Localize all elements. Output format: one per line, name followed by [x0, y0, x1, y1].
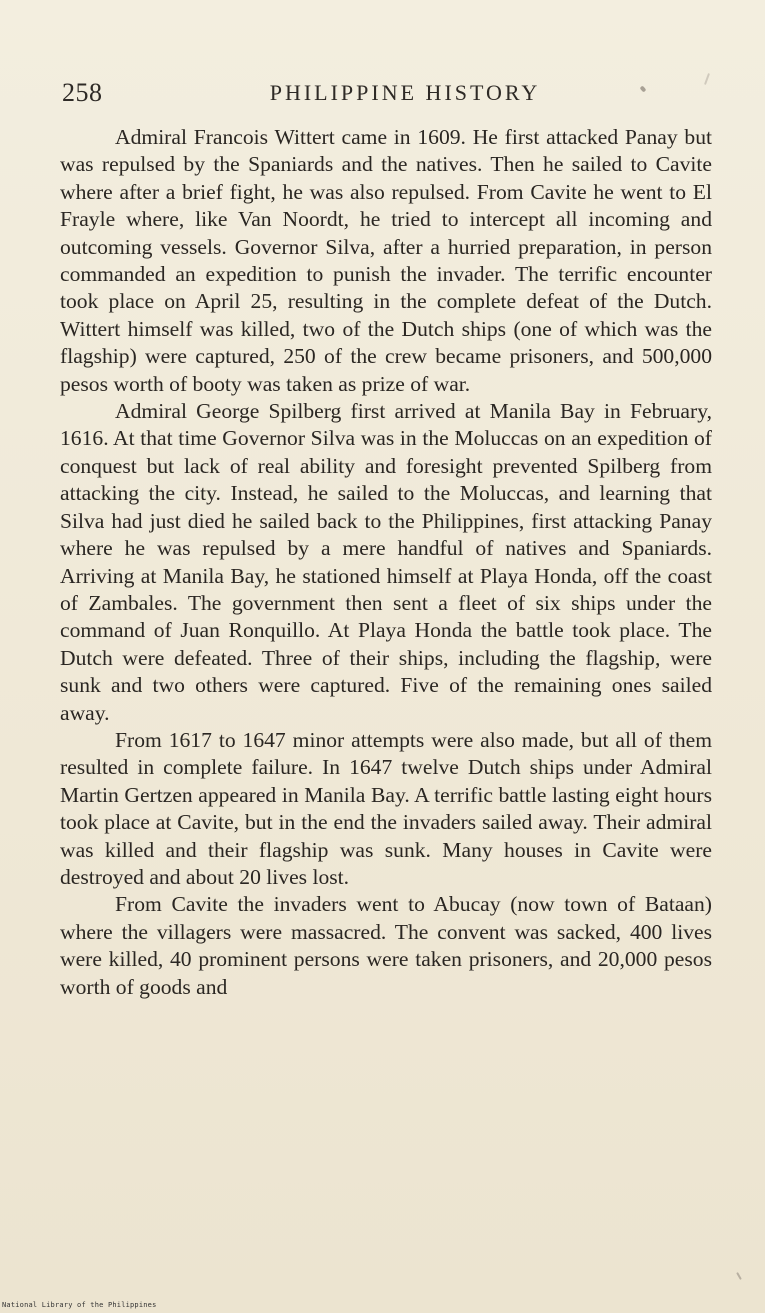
paragraph: Admiral Francois Wittert came in 1609. He first attacked Panay but was repulsed by the Spaniards and the natives. Then he sailed to Cavite where after a brief fight, he was also repulsed. From Cavite he went to El Frayle where, like Van Noordt, he tried to intercept all incoming and outcoming vessels. Governor Silva, after a hurried preparation, in person commanded an expedition to punish the invader. The terrific encounter took place on April 25, resulting in the complete defeat of the Dutch. Wittert himself was killed, two of the Dutch ships (one of which was the flagship) were captured, 250 of the crew became prisoners, and 500,000 pesos worth of booty was taken as prize of war.: [60, 125, 712, 396]
paragraph: Admiral George Spilberg first arrived at Manila Bay in February, 1616. At that time Governor Silva was in the Moluccas on an expedition of conquest but lack of real ability and foresight prevented Spilberg from attacking the city. Instead, he sailed to the Moluccas, and learning that Silva had just died he sailed back to the Philippines, first attacking Panay where he was repulsed by a mere handful of natives and Spaniards. Arriving at Manila Bay, he stationed himself at Playa Honda, off the coast of Zambales. The government then sent a fleet of six ships under the command of Juan Ronquillo. At Playa Honda the battle took place. The Dutch were defeated. Three of their ships, including the flagship, were sunk and two others were captured. Five of the remaining ones sailed away.: [60, 399, 712, 725]
library-credit: National Library of the Philippines: [2, 1301, 157, 1309]
page-number: 258: [62, 78, 103, 107]
ink-speck: [736, 1272, 742, 1280]
body-text: [60, 124, 712, 1001]
paragraph: From 1617 to 1647 minor attempts were also made, but all of them resulted in complete failure. In 1647 twelve Dutch ships under Admiral Martin Gertzen appeared in Manila Bay. A terrific battle lasting eight hours took place at Cavite, but in the end the invaders sailed away. Their admiral was killed and their flagship was sunk. Many houses in Cavite were destroyed and about 20 lives lost.: [60, 727, 712, 889]
page-header: [60, 78, 710, 112]
running-head: PHILIPPINE HISTORY: [269, 80, 541, 105]
paragraph: From Cavite the invaders went to Abucay (now town of Bataan) where the villagers were massacred. The convent was sacked, 400 lives were killed, 40 prominent persons were taken prisoners, and 20,000 pesos worth of goods and: [60, 892, 712, 999]
